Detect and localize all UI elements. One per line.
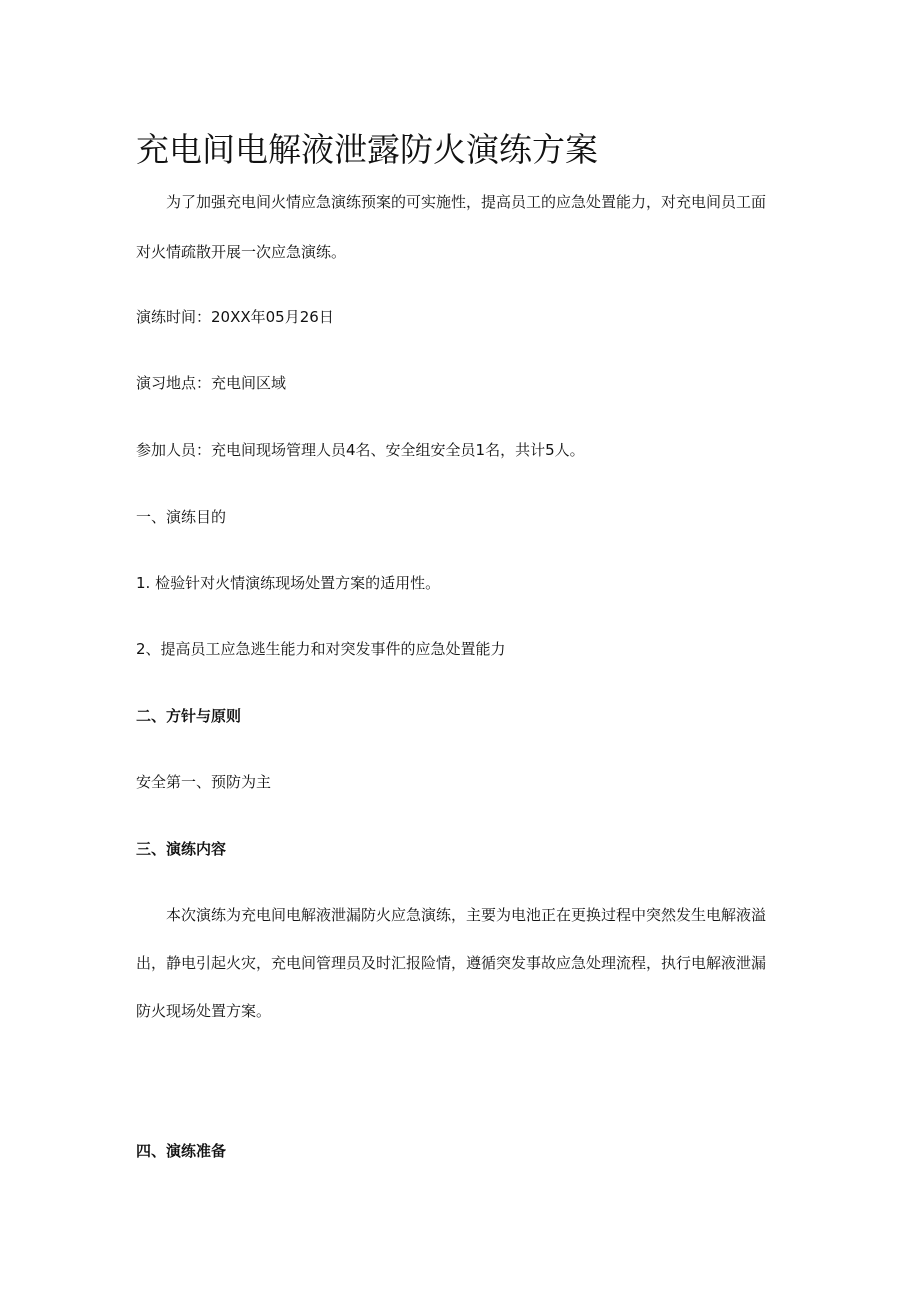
intro-line-2: 对火情疏散开展一次应急演练。 [136, 243, 347, 261]
drill-participants: 参加人员：充电间现场管理人员4名、安全组安全员1名，共计5人。 [136, 441, 585, 459]
section-1-heading: 一、演练目的 [136, 508, 227, 526]
section-3-line-3: 防火现场处置方案。 [136, 1002, 272, 1020]
section-1-item-1: 1. 检验针对火情演练现场处置方案的适用性。 [136, 574, 441, 592]
document-title: 充电间电解液泄露防火演练方案 [136, 130, 598, 169]
section-1-item-2: 2、提高员工应急逃生能力和对突发事件的应急处置能力 [136, 640, 506, 658]
section-3-heading: 三、演练内容 [136, 840, 227, 858]
section-2-heading: 二、方针与原则 [136, 707, 242, 725]
drill-location: 演习地点：充电间区域 [136, 374, 287, 392]
section-4-heading: 四、演练准备 [136, 1142, 227, 1160]
section-2-body: 安全第一、预防为主 [136, 773, 272, 791]
intro-line-1: 为了加强充电间火情应急演练预案的可实施性，提高员工的应急处置能力，对充电间员工面 [166, 193, 767, 211]
section-3-line-2: 出，静电引起火灾，充电间管理员及时汇报险情，遵循突发事故应急处理流程，执行电解液泄漏 [136, 954, 767, 972]
drill-time: 演练时间：20XX年05月26日 [136, 308, 334, 326]
section-3-line-1: 本次演练为充电间电解液泄漏防火应急演练，主要为电池正在更换过程中突然发生电解液溢 [166, 906, 767, 924]
